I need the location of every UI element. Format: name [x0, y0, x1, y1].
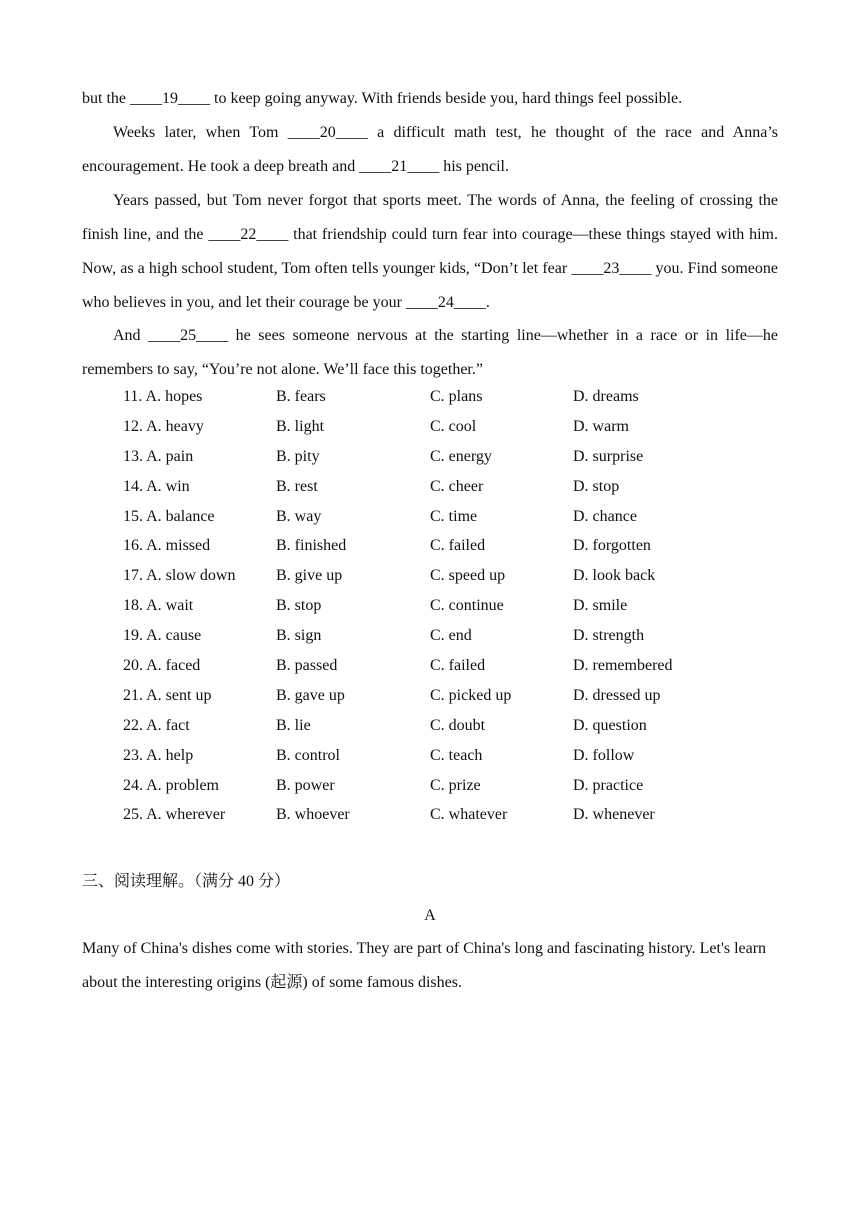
question-row	[123, 442, 763, 472]
option-b: B. control	[276, 746, 340, 764]
option-a: 19. A. cause	[123, 627, 202, 645]
option-d: D. look back	[573, 567, 656, 585]
option-d: D. whenever	[573, 806, 655, 824]
option-c: C. failed	[430, 537, 486, 555]
passage-intro: Many of China's dishes come with stories. They are part of China's long and fascinating history. Let's learn about the interesting origins (起源) of some famous dishes.	[82, 940, 767, 991]
question-row	[123, 771, 763, 801]
option-c: C. cheer	[430, 477, 484, 495]
option-c: C. time	[430, 507, 478, 525]
option-b: B. light	[276, 417, 325, 435]
option-d: D. question	[573, 716, 647, 734]
options-list	[123, 382, 763, 830]
option-a: 21. A. sent up	[123, 686, 212, 704]
option-c: C. energy	[430, 447, 492, 465]
option-b: B. way	[276, 507, 322, 525]
option-d: D. follow	[573, 746, 635, 764]
option-b: B. fears	[276, 388, 326, 405]
option-b: B. power	[276, 776, 335, 794]
option-c: C. cool	[430, 417, 477, 435]
paragraph-2: Weeks later, when Tom ____20____ a difficult math test, he thought of the race and Anna’s encouragement. He took a deep breath and ____21____ his pencil.	[82, 124, 778, 175]
option-d: D. forgotten	[573, 537, 651, 555]
option-b: B. whoever	[276, 806, 350, 824]
passage-label: A	[424, 907, 436, 924]
option-d: D. smile	[573, 597, 628, 615]
option-a: 14. A. win	[123, 477, 190, 495]
section-title: 三、阅读理解。（满分 40 分）	[82, 873, 291, 890]
option-b: B. gave up	[276, 686, 345, 704]
option-b: B. rest	[276, 477, 318, 495]
question-row	[123, 382, 763, 412]
option-d: D. stop	[573, 477, 620, 495]
option-c: C. doubt	[430, 716, 486, 734]
question-row	[123, 502, 763, 532]
option-a: 18. A. wait	[123, 597, 194, 615]
question-row	[123, 561, 763, 591]
option-d: D. dreams	[573, 388, 639, 405]
option-a: 16. A. missed	[123, 537, 211, 555]
option-b: B. stop	[276, 597, 322, 615]
question-row	[123, 472, 763, 502]
question-row	[123, 591, 763, 621]
option-b: B. passed	[276, 657, 338, 675]
option-b: B. lie	[276, 716, 311, 734]
option-c: C. picked up	[430, 686, 512, 704]
question-row	[123, 531, 763, 561]
option-c: C. end	[430, 627, 472, 645]
option-d: D. practice	[573, 776, 644, 794]
question-row	[123, 741, 763, 771]
option-d: D. remembered	[573, 657, 673, 675]
question-row	[123, 711, 763, 741]
paragraph-3: Years passed, but Tom never forgot that sports meet. The words of Anna, the feeling of crossing the finish line, and the ____22____ that friendship could turn fear into courage—these things stayed with him. Now, as a high school student, Tom often tells younger kids, “Don’t let fear ____23____ you. Find someone who believes in you, and let their courage be your ____24____.	[82, 192, 778, 311]
option-c: C. continue	[430, 597, 504, 615]
option-a: 12. A. heavy	[123, 417, 204, 435]
option-c: C. teach	[430, 746, 483, 764]
option-d: D. warm	[573, 417, 629, 435]
option-b: B. sign	[276, 627, 322, 645]
question-row	[123, 681, 763, 711]
option-c: C. plans	[430, 388, 483, 405]
option-b: B. give up	[276, 567, 343, 585]
option-d: D. chance	[573, 507, 637, 525]
option-c: C. whatever	[430, 806, 508, 824]
question-row	[123, 412, 763, 442]
option-a: 13. A. pain	[123, 447, 194, 465]
option-a: 22. A. fact	[123, 716, 190, 734]
option-d: D. strength	[573, 627, 645, 645]
question-row	[123, 800, 763, 830]
option-a: 11. A. hopes	[123, 388, 203, 405]
option-a: 23. A. help	[123, 746, 194, 764]
paragraph-4: And ____25____ he sees someone nervous at the starting line—whether in a race or in life—he remembers to say, “You’re not alone. We’ll face this together.”	[82, 327, 778, 378]
paragraph-1: but the ____19____ to keep going anyway. With friends beside you, hard things feel possible.	[82, 90, 683, 107]
option-a: 15. A. balance	[123, 507, 215, 525]
option-a: 20. A. faced	[123, 657, 201, 675]
option-a: 17. A. slow down	[123, 567, 236, 585]
question-row	[123, 621, 763, 651]
option-d: D. surprise	[573, 447, 644, 465]
option-c: C. speed up	[430, 567, 506, 585]
option-b: B. finished	[276, 537, 347, 555]
option-a: 24. A. problem	[123, 776, 219, 794]
option-c: C. prize	[430, 776, 481, 794]
option-d: D. dressed up	[573, 686, 661, 704]
question-row	[123, 651, 763, 681]
option-a: 25. A. wherever	[123, 806, 226, 824]
option-b: B. pity	[276, 447, 320, 465]
option-c: C. failed	[430, 657, 486, 675]
